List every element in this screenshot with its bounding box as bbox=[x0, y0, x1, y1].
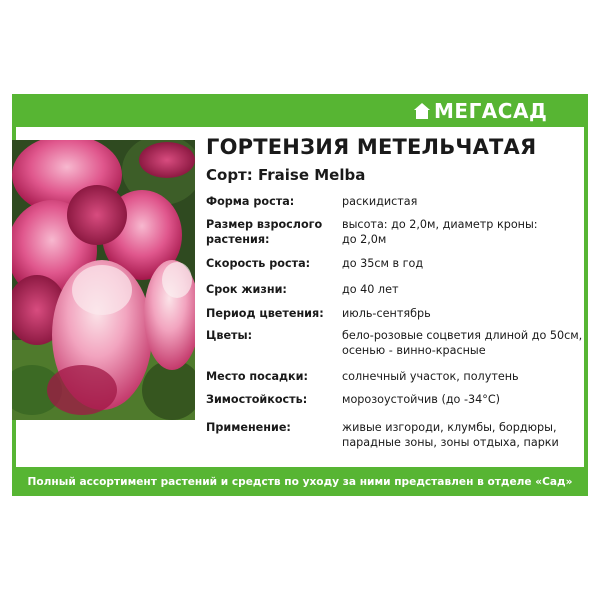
brand-logo bbox=[413, 96, 547, 126]
variety-subtitle: Сорт: Fraise Melba bbox=[206, 166, 366, 184]
spec-value: до 40 лет bbox=[342, 283, 399, 296]
brand-name: МЕГАСАД bbox=[434, 99, 548, 123]
right-frame bbox=[584, 127, 588, 467]
spec-value: морозоустойчив (до -34°C) bbox=[342, 393, 501, 406]
spec-value: до 35см в год bbox=[342, 257, 424, 270]
footer-band bbox=[12, 467, 588, 496]
spec-label: Период цветения: bbox=[206, 307, 324, 320]
spec-label: Место посадки: bbox=[206, 370, 308, 383]
spec-value: высота: до 2,0м, диаметр кроны: до 2,0м bbox=[342, 218, 538, 246]
spec-label: Зимостойкость: bbox=[206, 393, 308, 406]
spec-label: Цветы: bbox=[206, 329, 253, 342]
spec-label: Размер взрослого растения: bbox=[206, 218, 323, 246]
spec-label: Срок жизни: bbox=[206, 283, 287, 296]
spec-value: живые изгороди, клумбы, бордюры, парадные зоны, зоны отдыха, парки bbox=[342, 421, 559, 449]
spec-label: Применение: bbox=[206, 421, 291, 434]
hydrangea-photo bbox=[12, 140, 195, 420]
spec-label: Скорость роста: bbox=[206, 257, 311, 270]
spec-value: июль-сентябрь bbox=[342, 307, 431, 320]
house-icon bbox=[413, 102, 431, 120]
spec-label: Форма роста: bbox=[206, 195, 295, 208]
spec-value: раскидистая bbox=[342, 195, 418, 208]
footer-text: Полный ассортимент растений и средств по уходу за ними представлен в отделе «Сад» bbox=[27, 475, 573, 488]
page-title: ГОРТЕНЗИЯ МЕТЕЛЬЧАТАЯ bbox=[206, 135, 537, 159]
spec-value: солнечный участок, полутень bbox=[342, 370, 519, 383]
spec-value: бело-розовые соцветия длиной до 50см, осенью - винно-красные bbox=[342, 329, 583, 357]
